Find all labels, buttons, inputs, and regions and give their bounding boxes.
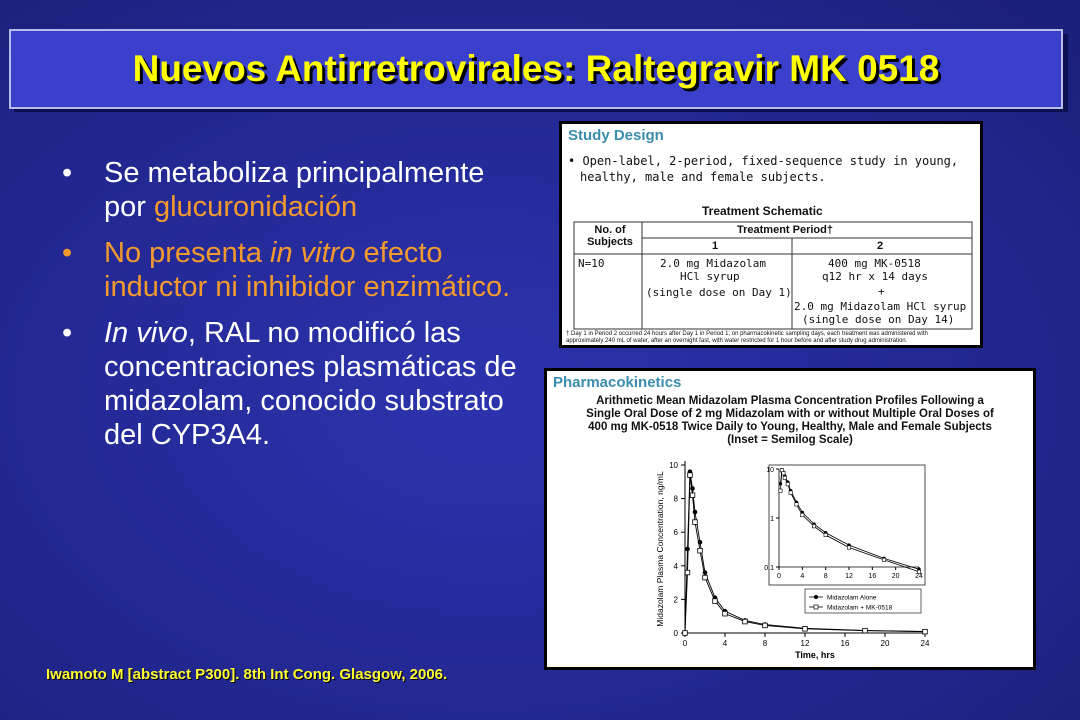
period-1-label: 1 xyxy=(712,240,719,252)
inset-x-tick-label: 20 xyxy=(891,573,900,580)
x-tick-label: 16 xyxy=(840,639,850,648)
inset-point-midazolam-mk0518 xyxy=(783,476,786,479)
period-2-label: 2 xyxy=(877,240,884,252)
p2-line-4: 2.0 mg Midazolam HCl syrup xyxy=(794,300,967,313)
inset-point-midazolam-mk0518 xyxy=(882,558,885,561)
data-point-midazolam-mk0518 xyxy=(688,473,693,478)
bullet-dot: • xyxy=(62,237,73,269)
y-tick-label: 10 xyxy=(669,461,678,470)
data-point-midazolam-alone xyxy=(693,510,698,515)
inset-x-tick-label: 12 xyxy=(845,573,853,580)
schematic-title: Treatment Schematic xyxy=(702,204,823,218)
inset-point-midazolam-mk0518 xyxy=(824,533,827,536)
p2-line-1: 400 mg MK-0518 xyxy=(828,257,921,270)
inset-point-midazolam-mk0518 xyxy=(801,513,804,516)
subjects-count: N=10 xyxy=(578,257,605,270)
pk-heading: Pharmacokinetics xyxy=(553,374,682,391)
inset-point-midazolam-alone xyxy=(779,482,782,485)
title-box xyxy=(9,29,1063,109)
data-point-midazolam-mk0518 xyxy=(743,619,748,624)
y-tick-label: 2 xyxy=(673,595,678,605)
data-point-midazolam-mk0518 xyxy=(683,631,688,636)
pk-caption-line-4: (Inset = Semilog Scale) xyxy=(727,434,853,446)
p1-line-3: (single dose on Day 1) xyxy=(646,286,792,299)
bullet-item-1 xyxy=(62,156,532,224)
bullet-item-2 xyxy=(62,236,532,304)
y-axis-title: Midazolam Plasma Concentration, ng/mL xyxy=(655,471,665,627)
inset-point-midazolam-mk0518 xyxy=(847,546,850,549)
inset-x-tick-label: 16 xyxy=(868,573,877,580)
data-point-midazolam-mk0518 xyxy=(703,575,708,580)
data-point-midazolam-mk0518 xyxy=(923,629,928,634)
p2-line-5: (single dose on Day 14) xyxy=(802,313,955,326)
y-tick-label: 6 xyxy=(673,528,678,538)
slide-title: Nuevos Antirretrovirales: Raltegravir MK 0518 xyxy=(132,48,940,89)
inset-point-midazolam-mk0518 xyxy=(779,489,782,492)
x-tick-label: 24 xyxy=(920,639,930,648)
bullet-2-rest: efecto inductor ni inhibidor enzimático. xyxy=(104,237,511,303)
legend-label: Midazolam + MK-0518 xyxy=(827,604,893,612)
legend-marker-square xyxy=(814,605,818,609)
pk-caption-line-3: 400 mg MK-0518 Twice Daily to Young, Healthy, Male and Female Subjects xyxy=(588,421,992,433)
legend-marker-circle xyxy=(814,595,818,599)
inset-x-tick-label: 4 xyxy=(800,573,805,580)
x-tick-label: 0 xyxy=(682,639,688,648)
inset-x-tick-label: 24 xyxy=(915,573,923,580)
col-subjects-header: No. of Subjects xyxy=(587,224,633,248)
study-description-1: • Open-label, 2-period, fixed-sequence study in young, xyxy=(568,154,959,168)
data-point-midazolam-mk0518 xyxy=(803,627,808,632)
inset-point-midazolam-mk0518 xyxy=(786,482,789,485)
data-point-midazolam-mk0518 xyxy=(863,628,868,633)
bullet-dot: • xyxy=(62,157,73,189)
bullet-2-italic: in vitro xyxy=(270,237,356,269)
data-point-midazolam-mk0518 xyxy=(763,623,768,628)
pk-caption-line-2: Single Oral Dose of 2 mg Midazolam with or without Multiple Oral Doses of xyxy=(586,408,994,420)
inset-x-tick-label: 8 xyxy=(823,573,828,580)
pk-caption-line-1: Arithmetic Mean Midazolam Plasma Concentration Profiles Following a xyxy=(596,395,984,407)
x-tick-label: 12 xyxy=(800,639,810,648)
bullet-1-text: Se metaboliza principalmente por xyxy=(104,157,485,223)
inset-y-tick-label: 0.1 xyxy=(764,565,774,572)
data-point-midazolam-alone xyxy=(685,547,690,552)
data-point-midazolam-mk0518 xyxy=(693,520,698,525)
data-point-midazolam-mk0518 xyxy=(723,611,728,616)
inset-point-midazolam-mk0518 xyxy=(795,503,798,506)
inset-point-midazolam-mk0518 xyxy=(917,570,920,573)
y-tick-label: 4 xyxy=(673,561,678,571)
x-axis-title: Time, hrs xyxy=(795,650,835,660)
bullet-dot: • xyxy=(62,317,73,349)
study-description-2: healthy, male and female subjects. xyxy=(580,170,826,184)
inset-y-tick-label: 1 xyxy=(770,516,774,523)
x-tick-label: 20 xyxy=(880,639,890,648)
legend-label: Midazolam Alone xyxy=(827,594,877,602)
inset-point-midazolam-mk0518 xyxy=(812,525,815,528)
bullet-1-highlight: glucuronidación xyxy=(153,191,358,223)
data-point-midazolam-alone xyxy=(690,486,695,491)
y-tick-label: 0 xyxy=(673,629,678,638)
footnote-2: approximately 240 mL of water, after an overnight fast, with water restricted for 1 hour before and after study drug administration. xyxy=(566,338,908,344)
y-tick-label: 8 xyxy=(673,494,678,504)
data-point-midazolam-mk0518 xyxy=(685,570,690,575)
p2-line-2: q12 hr x 14 days xyxy=(822,270,928,283)
x-tick-label: 8 xyxy=(762,639,768,648)
data-point-midazolam-mk0518 xyxy=(690,493,695,498)
pk-chart xyxy=(547,371,1033,667)
inset-y-tick-label: 10 xyxy=(766,467,774,474)
col-period-header: Treatment Period† xyxy=(737,224,833,236)
inset-point-midazolam-mk0518 xyxy=(789,491,792,494)
p2-line-3: + xyxy=(878,285,885,298)
x-tick-label: 4 xyxy=(722,639,728,648)
bullet-3-italic: In vivo xyxy=(104,317,188,349)
pharmacokinetics-panel xyxy=(544,368,1036,670)
bullet-item-3 xyxy=(62,316,532,452)
study-design-panel xyxy=(559,121,983,348)
data-point-midazolam-mk0518 xyxy=(713,599,718,604)
study-design-heading: Study Design xyxy=(568,127,664,144)
bullet-list xyxy=(62,156,532,464)
p1-line-2: HCl syrup xyxy=(680,270,740,283)
data-point-midazolam-mk0518 xyxy=(698,548,703,553)
footnote-1: † Day 1 in Period 2 occurred 24 hours after Day 1 in Period 1; on pharmacokinetic sampling days, each treatment was administered with xyxy=(566,331,928,337)
bullet-2-text: No presenta xyxy=(104,237,271,269)
inset-x-tick-label: 0 xyxy=(777,573,781,580)
inset-point-midazolam-mk0518 xyxy=(782,472,785,475)
reference-citation: Iwamoto M [abstract P300]. 8th Int Cong. Glasgow, 2006. xyxy=(46,666,448,683)
p1-line-1: 2.0 mg Midazolam xyxy=(660,257,766,270)
bullet-3-text: , RAL no modificó las concentraciones plasmáticas de midazolam, conocido substrato del CYP3A4. xyxy=(104,317,517,451)
